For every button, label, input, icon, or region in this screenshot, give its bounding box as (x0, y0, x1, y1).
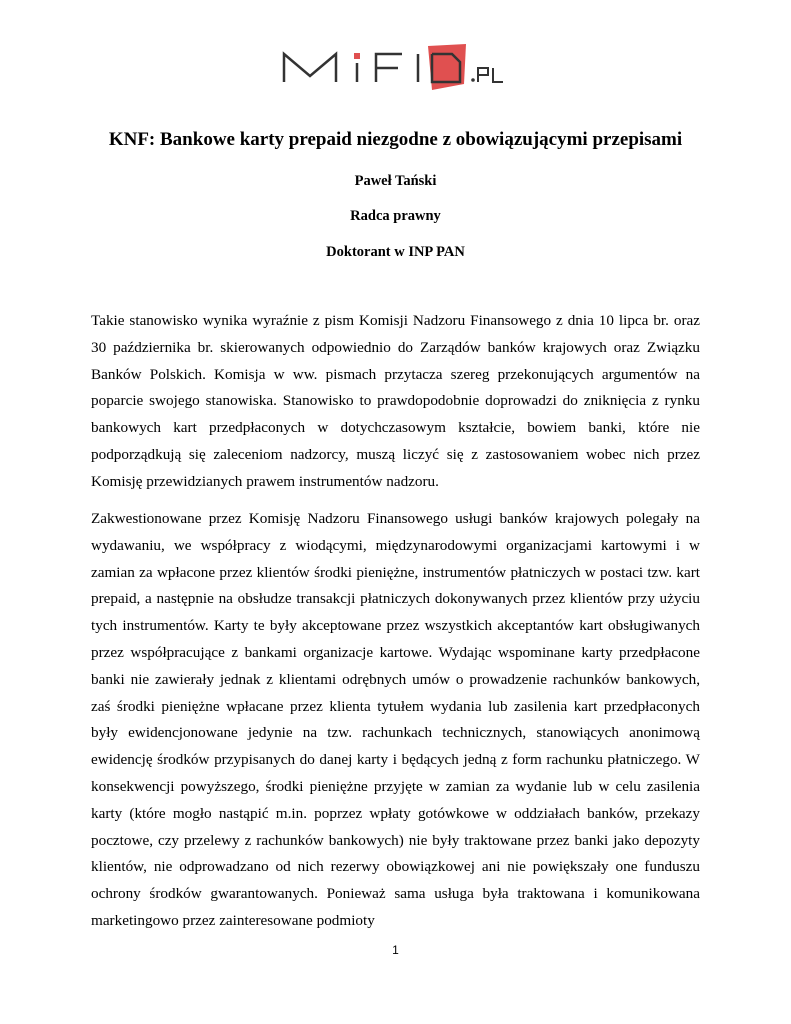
mifid-logo (280, 44, 510, 96)
mifid-logo-graphic (280, 44, 510, 96)
author-affiliation: Doktorant w INP PAN (326, 244, 465, 260)
author-role: Radca prawny (350, 208, 441, 224)
paragraph-1: Takie stanowisko wynika wyraźnie z pism Komisji Nadzoru Finansowego z dnia 10 lipca br. oraz 30 października br. skierowanych odpowiednio do Zarządów banków krajowych oraz Związku Banków Polskich. Komisja w ww. pismach przytacza szereg przekonujących argumentów na poparcie swojego stanowiska. Stanowisko to prawdopodobnie doprowadzi do zniknięcia z rynku bankowych kart przedpłaconych w dotychczasowym kształcie, bowiem banki, które nie podporządkują się zaleceniom nadzorcy, muszą liczyć się z zastosowaniem wobec nich przez Komisję przewidzianych prawem instrumentów nadzoru. (91, 312, 700, 490)
author-name: Paweł Tański (354, 173, 437, 189)
article-title: KNF: Bankowe karty prepaid niezgodne z obowiązującymi przepisami (108, 129, 683, 150)
page-number: 1 (392, 943, 399, 957)
paragraph-2: Zakwestionowane przez Komisję Nadzoru Finansowego usługi banków krajowych polegały na wydawaniu, we współpracy z wiodącymi, międzynarodowymi organizacjami kartowymi i w zamian za wpłacone przez klientów środki pieniężne, instrumentów płatniczych w postaci tzw. kart prepaid, a następnie na obsłudze transakcji płatniczych dokonywanych przez klientów przy użyciu tych instrumentów. Karty te były akceptowane przez wszystkich akceptantów kart obsługiwanych przez współpracujące z bankami organizacje kartowe. Wydając wspominane karty przedpłacone banki nie zawierały jednak z klientami odrębnych umów o prowadzenie rachunków bankowych, zaś środki pieniężne wpłacane przez klienta tytułem wydania lub zasilenia kart przedpłaconych były ewidencjonowane jedynie na tzw. rachunkach technicznych, stanowiących anonimową ewidencję środków przypisanych do danej karty i będących jedną z form rachunku płatniczego. W konsekwencji powyższego, środki pieniężne przyjęte w zamian za wydanie lub w celu zasilenia karty (które mogło nastąpić m.in. poprzez wpłaty gotówkowe w oddziałach banków, przekazy pocztowe, czy przelewy z rachunków bankowych) nie były traktowane przez banki jako depozyty klientów, nie odprowadzano od nich rezerwy obowiązkowej ani nie powiększały one funduszu ochrony środków gwarantowanych. Ponieważ sama usługa była traktowana i komunikowana marketingowo przez zainteresowane podmioty (91, 510, 700, 929)
